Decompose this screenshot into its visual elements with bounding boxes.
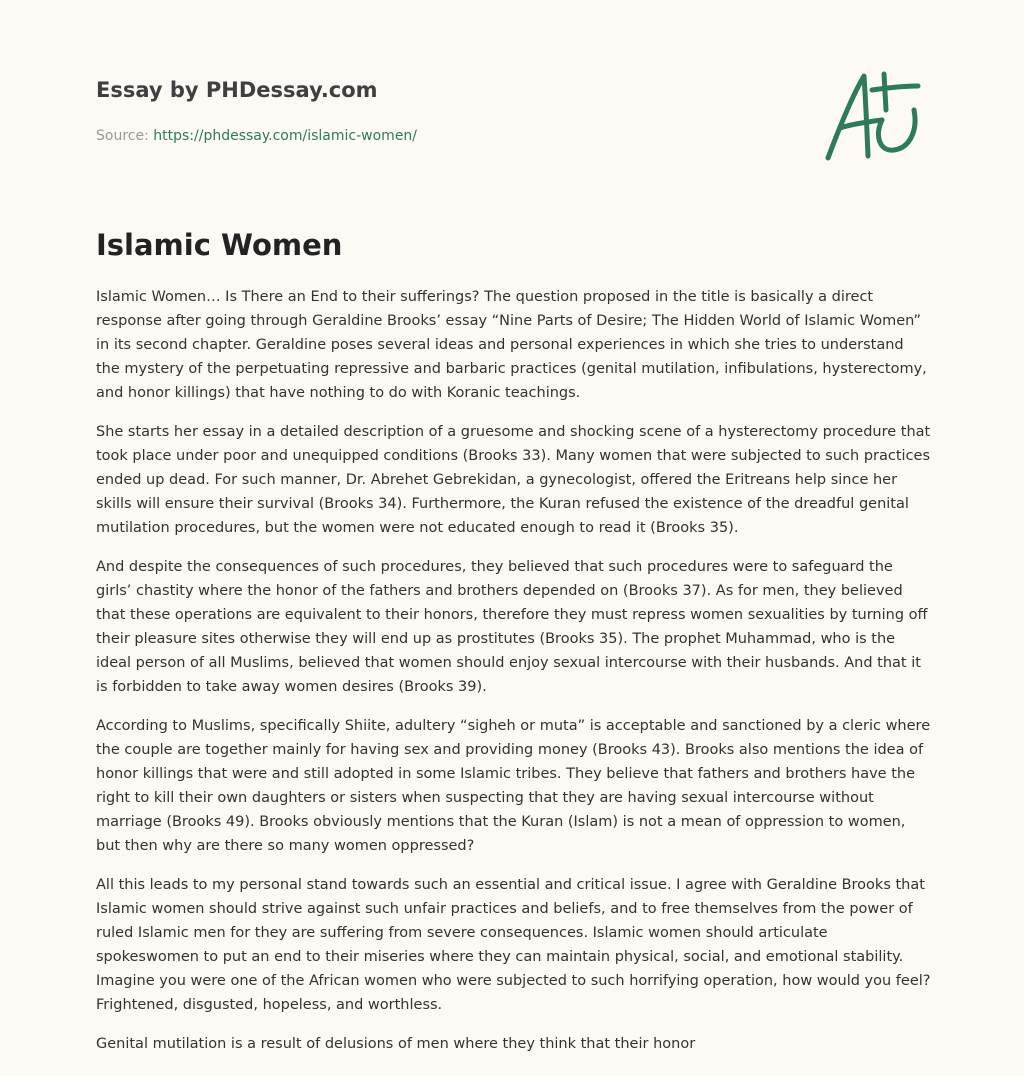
essay-paragraph: She starts her essay in a detailed description of a gruesome and shocking scene of a hysterectomy procedure that took place under poor and unequipped conditions (Brooks 33). Many women that were subjected to such practices ended up dead. For such manner, Dr. Abrehet Gebrekidan, a gynecologist, offered the Eritreans help since her skills will ensure their survival (Brooks 34). Furthermore, the Kuran refused the existence of the dreadful genital mutilation procedures, but the women were not educated enough to read it (Brooks 35). (96, 424, 931, 536)
essay-paragraph: Islamic Women… Is There an End to their sufferings? The question proposed in the title is basically a direct response after going through Geraldine Brooks’ essay “Nine Parts of Desire; The Hidden World of Islamic Women” in its second chapter. Geraldine poses several ideas and personal experiences in which she tries to understand the mystery of the perpetuating repressive and barbaric practices (genital mutilation, infibulations, hysterectomy, and honor killings) that have nothing to do with Koranic teachings. (96, 289, 927, 401)
essay-paragraph: And despite the consequences of such procedures, they believed that such procedures were to safeguard the girls’ chastity where the honor of the fathers and brothers depended on (Brooks 37). As for men, they believed that these operations are equivalent to their honors, therefore they must repress women sexualities by turning off their pleasure sites otherwise they will end up as prostitutes (Brooks 35). The prophet Muhammad, who is the ideal person of all Muslims, believed that women should enjoy sexual intercourse with their husbands. And that it is forbidden to take away women desires (Brooks 39). (96, 559, 928, 695)
source-link[interactable]: https://phdessay.com/islamic-women/ (153, 128, 418, 144)
site-brand: Essay by PHDessay.com (96, 78, 378, 102)
essay-paragraph: Genital mutilation is a result of delusions of men where they think that their honor (96, 1036, 696, 1052)
essay-paragraph: According to Muslims, specifically Shiite, adultery “sigheh or muta” is acceptable and sanctioned by a cleric where the couple are together mainly for having sex and providing money (Brooks 43). Brooks also mentions the idea of honor killings that were and still adopted in some Islamic tribes. They believe that fathers and brothers have the right to kill their own daughters or sisters when suspecting that they are having sexual intercourse without marriage (Brooks 49). Brooks obviously mentions that the Kuran (Islam) is not a mean of oppression to women, but then why are there so many women oppressed? (96, 718, 931, 854)
essay-header (96, 76, 796, 146)
source-label: Source: (96, 128, 149, 144)
a-plus-logo-icon (820, 66, 930, 166)
essay-paragraph: All this leads to my personal stand towards such an essential and critical issue. I agree with Geraldine Brooks that Islamic women should strive against such unfair practices and beliefs, and to free themselves from the power of ruled Islamic men for they are suffering from severe consequences. Islamic women should articulate spokeswomen to put an end to their miseries where they can maintain physical, social, and emotional stability. Imagine you were one of the African women who were subjected to such horrifying operation, how would you feel? Frightened, disgusted, hopeless, and worthless. (96, 877, 931, 1013)
source-line (96, 126, 796, 146)
essay-body (96, 285, 931, 1071)
essay-title: Islamic Women (96, 228, 343, 262)
